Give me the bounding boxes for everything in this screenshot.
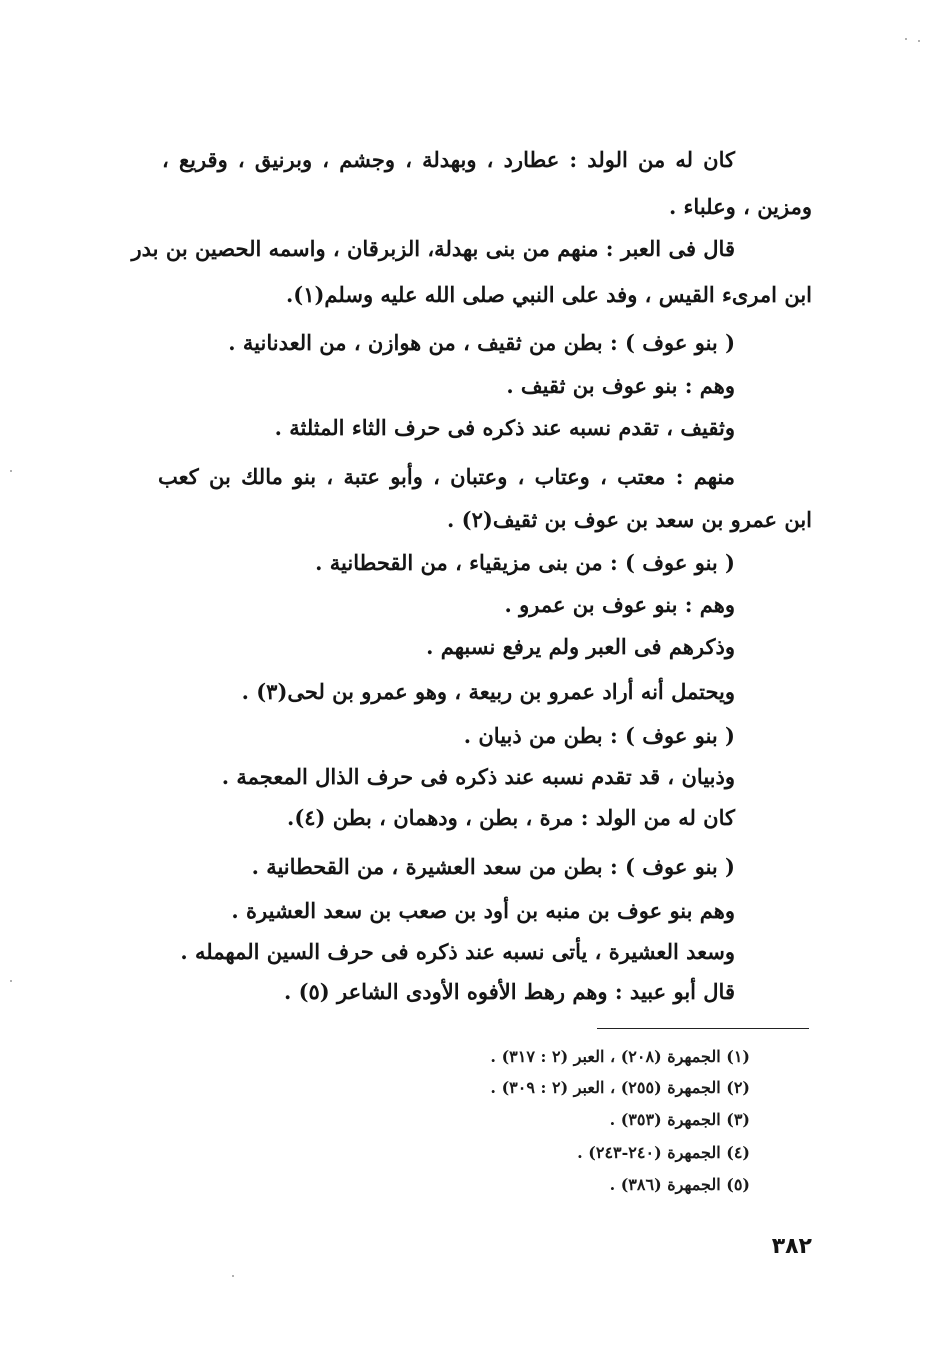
footnote-separator — [597, 1028, 809, 1029]
body-line: ومزين ، وعلباء . — [668, 194, 812, 219]
body-line: ( بنو عوف ) : بطن من سعد العشيرة ، من القحطانية . — [251, 854, 735, 879]
body-line: وهم بنو عوف بن منبه بن أود بن صعب بن سعد العشيرة . — [231, 898, 735, 923]
body-line: كان له من الولد : عطارد ، وبهدلة ، وجشم ، وبرنيق ، وقريع ، — [162, 147, 735, 172]
body-line: كان له من الولد : مرة ، بطن ، ودهمان ، بطن (٤). — [287, 805, 735, 830]
body-line: ( بنو عوف ) : من بنى مزيقياء ، من القحطانية . — [315, 550, 735, 575]
body-line: وهم : بنو عوف بن ثقيف . — [506, 373, 735, 398]
page-number: ٣٨٢ — [771, 1234, 812, 1259]
footnote: (٢) الجمهرة (٢٥٥) ، العبر (٢ : ٣٠٩) . — [490, 1078, 750, 1097]
footnote: (٣) الجمهرة (٣٥٣) . — [609, 1110, 750, 1129]
body-line: ( بنو عوف ) : بطن من ذبيان . — [463, 723, 735, 748]
body-line: ابن عمرو بن سعد بن عوف بن ثقيف(٢) . — [447, 507, 812, 532]
scan-speck — [232, 1275, 234, 1277]
body-line: ( بنو عوف ) : بطن من ثقيف ، من هوازن ، من العدنانية . — [228, 330, 735, 355]
scan-speck — [10, 980, 12, 982]
body-line: منهم : معتب ، وعتاب ، وعتبان ، وأبو عتبة ، بنو مالك بن كعب — [158, 464, 735, 489]
body-line: ابن امرىء القيس ، وفد على النبي صلى الله عليه وسلم(١). — [285, 282, 812, 307]
body-line: وسعد العشيرة ، يأتى نسبه عند ذكره فى حرف السين المهمله . — [180, 939, 735, 964]
footnote: (١) الجمهرة (٢٠٨) ، العبر (٢ : ٣١٧) . — [490, 1047, 750, 1066]
body-line: وذكرهم فى العبر ولم يرفع نسبهم . — [426, 634, 735, 659]
footnote: (٥) الجمهرة (٣٨٦) . — [609, 1175, 750, 1194]
body-line: وهم : بنو عوف بن عمرو . — [504, 592, 735, 617]
footnote: (٤) الجمهرة (٢٤٠-٢٤٣) . — [577, 1143, 750, 1162]
body-line: ويحتمل أنه أراد عمرو بن ربيعة ، وهو عمرو بن لحى(٣) . — [241, 679, 735, 704]
scan-speck — [905, 38, 907, 40]
scan-speck — [10, 470, 12, 472]
scan-speck — [918, 40, 920, 42]
body-line: قال فى العبر : منهم من بنى بهدلة، الزبرقان ، واسمه الحصين بن بدر — [131, 236, 735, 261]
body-line: وذبيان ، قد تقدم نسبه عند ذكره فى حرف الذال المعجمة . — [221, 764, 735, 789]
body-line: وثقيف ، تقدم نسبه عند ذكره فى حرف الثاء المثلثة . — [274, 415, 735, 440]
body-line: قال أبو عبيد : وهم رهط الأفوه الأودى الشاعر (٥) . — [283, 979, 735, 1004]
